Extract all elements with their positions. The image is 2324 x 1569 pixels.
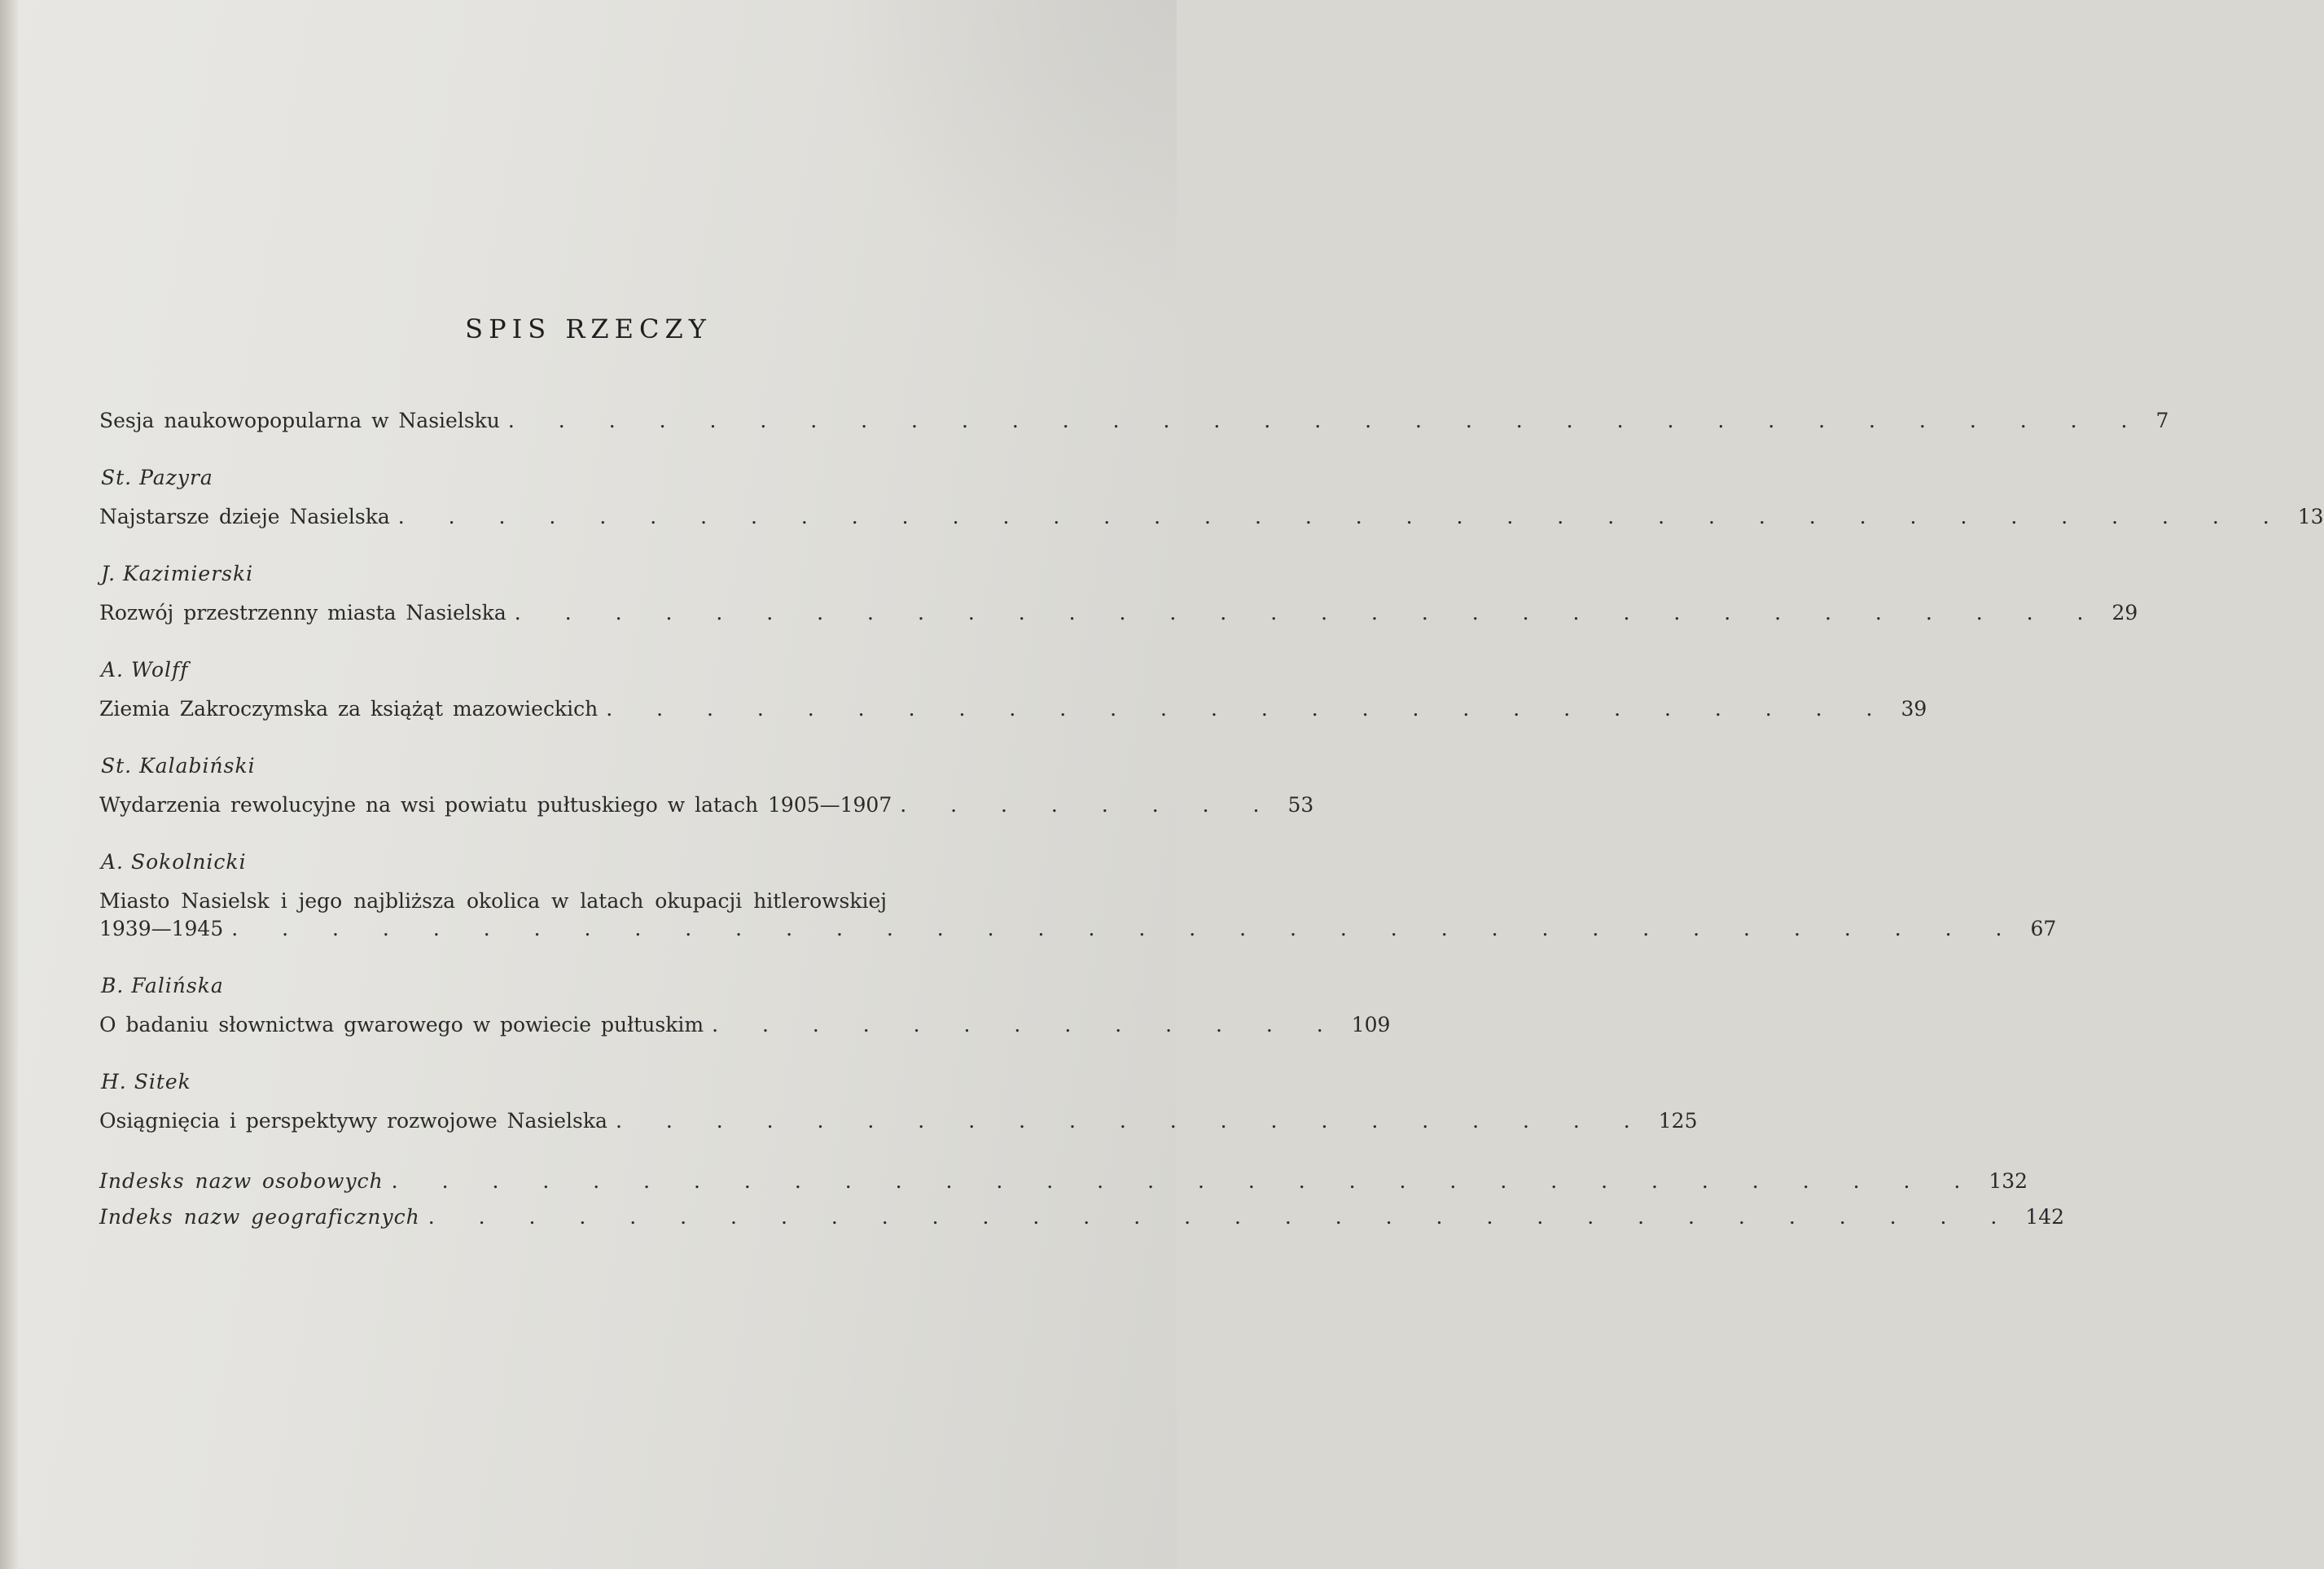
leader-dots: . . . . . . . . . . . . . . . . . . . . . . . . . . . . . . . .: [428, 1205, 2015, 1229]
toc-item: [99, 656, 1927, 723]
entry-title: Rozwój przestrzenny miasta Nasielska: [99, 601, 506, 625]
leader-dots: . . . . . . . . . . . . . . . . . . . . . . . . . . . . . . . . .: [507, 409, 2145, 432]
book-spine-shadow: [0, 0, 18, 1569]
entry-author: St. Kalabiński: [101, 754, 256, 778]
toc-entry: [99, 791, 1314, 819]
toc-entry: [99, 407, 2169, 435]
leader-dots: . . . . . . . . . . . . . . . . . . . . . . . . . .: [606, 697, 1890, 721]
index-entry: [99, 1168, 2028, 1195]
page-shading: [835, 0, 1177, 342]
leader-dots: . . . . . . . . . . . . . . . . . . . . . . . . . . . . . . . . . . . . . .: [397, 505, 2287, 528]
toc-entry: [99, 599, 2138, 627]
page-number: 142: [2025, 1205, 2065, 1229]
leader-dots: . . . . . . . .: [900, 793, 1277, 817]
entry-title: O badaniu słownictwa gwarowego w powiecie pułtuskim: [99, 1013, 704, 1037]
entry-title-line2: 1939—1945: [99, 917, 224, 940]
leader-dots: . . . . . . . . . . . . .: [712, 1013, 1340, 1037]
leader-dots: . . . . . . . . . . . . . . . . . . . . . . . . . . . . . . . .: [514, 601, 2101, 625]
entry-title-line1: Miasto Nasielsk i jego najbliższa okolica w latach okupacji hitlerowskiej: [99, 889, 888, 913]
toc-item: [99, 752, 1314, 819]
toc-entry-continuation: [99, 915, 2057, 943]
toc-item: [99, 1068, 1698, 1135]
page-number: 132: [1989, 1169, 2028, 1193]
entry-author: H. Sitek: [101, 1070, 191, 1093]
toc-entry: [99, 695, 1927, 723]
entry-title: Sesja naukowopopularna w Nasielsku: [99, 409, 500, 432]
page-number: 39: [1901, 697, 1927, 721]
index-title: Indeks nazw geograficznych: [99, 1205, 420, 1229]
page-number: 13: [2297, 505, 2324, 528]
entry-title: Wydarzenia rewolucyjne na wsi powiatu pułtuskiego w latach 1905—1907: [99, 793, 892, 817]
toc-item: [99, 407, 2169, 435]
entry-author: B. Falińska: [101, 974, 224, 997]
toc-entry: [99, 887, 2057, 943]
index-entry: [99, 1203, 2065, 1231]
toc-item: [99, 848, 2057, 943]
leader-dots: . . . . . . . . . . . . . . . . . . . . .: [615, 1109, 1647, 1133]
entry-author: St. Pazyra: [101, 466, 213, 489]
table-of-contents: [99, 407, 2324, 1231]
page-number: 29: [2111, 601, 2138, 625]
page-number: 109: [1351, 1013, 1391, 1037]
toc-entry: [99, 1107, 1698, 1135]
toc-item: [99, 560, 2138, 627]
entry-title: Osiągnięcia i perspektywy rozwojowe Nasielska: [99, 1109, 607, 1133]
entry-author: J. Kazimierski: [101, 562, 254, 585]
index-title: Indesks nazw osobowych: [99, 1169, 384, 1193]
page-number: 67: [2030, 917, 2057, 940]
page-number: 125: [1658, 1109, 1698, 1133]
toc-item: [99, 464, 2324, 531]
toc-entry: [99, 503, 2324, 531]
page-number: 53: [1287, 793, 1314, 817]
entry-title: Najstarsze dzieje Nasielska: [99, 505, 390, 528]
toc-entry: [99, 1011, 1391, 1039]
entry-title: Ziemia Zakroczymska za książąt mazowieckich: [99, 697, 599, 721]
page-number: 7: [2155, 409, 2169, 432]
entry-author: A. Wolff: [101, 658, 189, 682]
entry-author: A. Sokolnicki: [101, 850, 247, 874]
leader-dots: . . . . . . . . . . . . . . . . . . . . . . . . . . . . . . . .: [391, 1169, 1978, 1193]
toc-item: [99, 972, 1391, 1039]
page-title: SPIS RZECZY: [465, 313, 712, 344]
leader-dots: . . . . . . . . . . . . . . . . . . . . . . . . . . . . . . . . . . . .: [231, 917, 2019, 940]
